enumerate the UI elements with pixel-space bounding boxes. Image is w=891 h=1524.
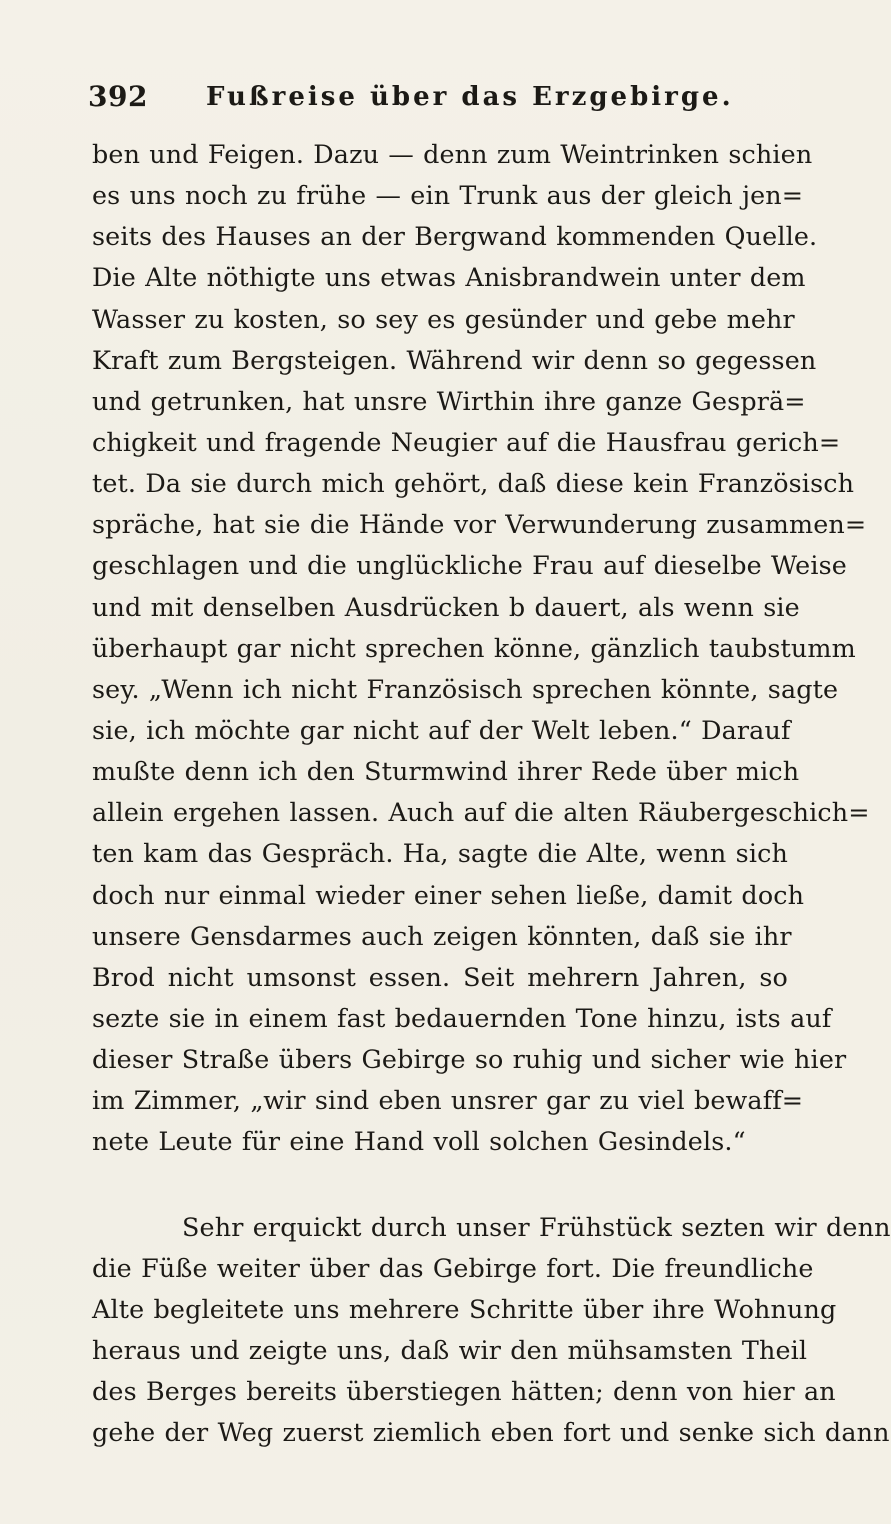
paragraph-gap: [92, 1163, 788, 1207]
text-line: sie, ich möchte gar nicht auf der Welt leben.“ Darauf: [92, 714, 791, 745]
text-line: spräche, hat sie die Hände vor Verwunderung zusammen=: [92, 509, 867, 540]
text-line: Brod nicht umsonst essen. Seit mehrern Jahren, so: [92, 961, 788, 992]
text-line: ten kam das Gespräch. Ha, sagte die Alte, wenn sich: [92, 838, 788, 869]
text-line: mußte denn ich den Sturmwind ihrer Rede über mich: [92, 756, 800, 787]
text-line: und getrunken, hat unsre Wirthin ihre ganze Gesprä=: [92, 385, 806, 416]
text-line: geschlagen und die unglückliche Frau auf dieselbe Weise: [92, 550, 847, 581]
text-line: allein ergehen lassen. Auch auf die alten Räubergeschich=: [92, 797, 870, 828]
body-text: [92, 134, 891, 1453]
text-line: Sehr erquickt durch unser Frühstück sezten wir denn: [182, 1211, 891, 1242]
running-head: Fußreise über das Erzgebirge.: [206, 82, 734, 112]
text-line: überhaupt gar nicht sprechen könne, gänzlich taubstumm: [92, 632, 856, 663]
text-line: des Berges bereits überstiegen hätten; denn von hier an: [92, 1376, 836, 1407]
text-line: nete Leute für eine Hand voll solchen Gesindels.“: [92, 1126, 746, 1157]
text-line: chigkeit und fragende Neugier auf die Hausfrau gerich=: [92, 426, 841, 457]
text-line: Die Alte nöthigte uns etwas Anisbrandwein unter dem: [92, 262, 806, 293]
text-line: unsere Gensdarmes auch zeigen könnten, daß sie ihr: [92, 920, 792, 951]
text-line: gehe der Weg zuerst ziemlich eben fort und senke sich dann: [92, 1417, 890, 1448]
text-line: dieser Straße übers Gebirge so ruhig und sicher wie hier: [92, 1044, 847, 1075]
text-line: doch nur einmal wieder einer sehen ließe, damit doch: [92, 879, 805, 910]
paragraph-1: [92, 134, 870, 1163]
text-line: Wasser zu kosten, so sey es gesünder und gebe mehr: [92, 303, 795, 334]
text-line: und mit denselben Ausdrücken b dauert, als wenn sie: [92, 591, 800, 622]
text-line: tet. Da sie durch mich gehört, daß diese kein Französisch: [92, 468, 855, 499]
page-header: [88, 80, 788, 120]
text-line: im Zimmer, „wir sind eben unsrer gar zu viel bewaff=: [92, 1085, 804, 1116]
text-line: sezte sie in einem fast bedauernden Tone hinzu, ists auf: [92, 1002, 832, 1033]
text-line: die Füße weiter über das Gebirge fort. Die freundliche: [92, 1252, 814, 1283]
text-line: Alte begleitete uns mehrere Schritte über ihre Wohnung: [92, 1293, 837, 1324]
page-number: 392: [88, 80, 148, 113]
text-line: heraus und zeigte uns, daß wir den mühsamsten Theil: [92, 1334, 808, 1365]
text-line: es uns noch zu frühe — ein Trunk aus der gleich jen=: [92, 180, 804, 211]
text-line: ben und Feigen. Dazu — denn zum Weintrinken schien: [92, 139, 813, 169]
text-line: Kraft zum Bergsteigen. Während wir denn so gegessen: [92, 344, 817, 375]
text-line: seits des Hauses an der Bergwand kommenden Quelle.: [92, 221, 818, 252]
text-line: sey. „Wenn ich nicht Französisch sprechen könnte, sagte: [92, 673, 839, 704]
paragraph-2: [92, 1207, 891, 1454]
